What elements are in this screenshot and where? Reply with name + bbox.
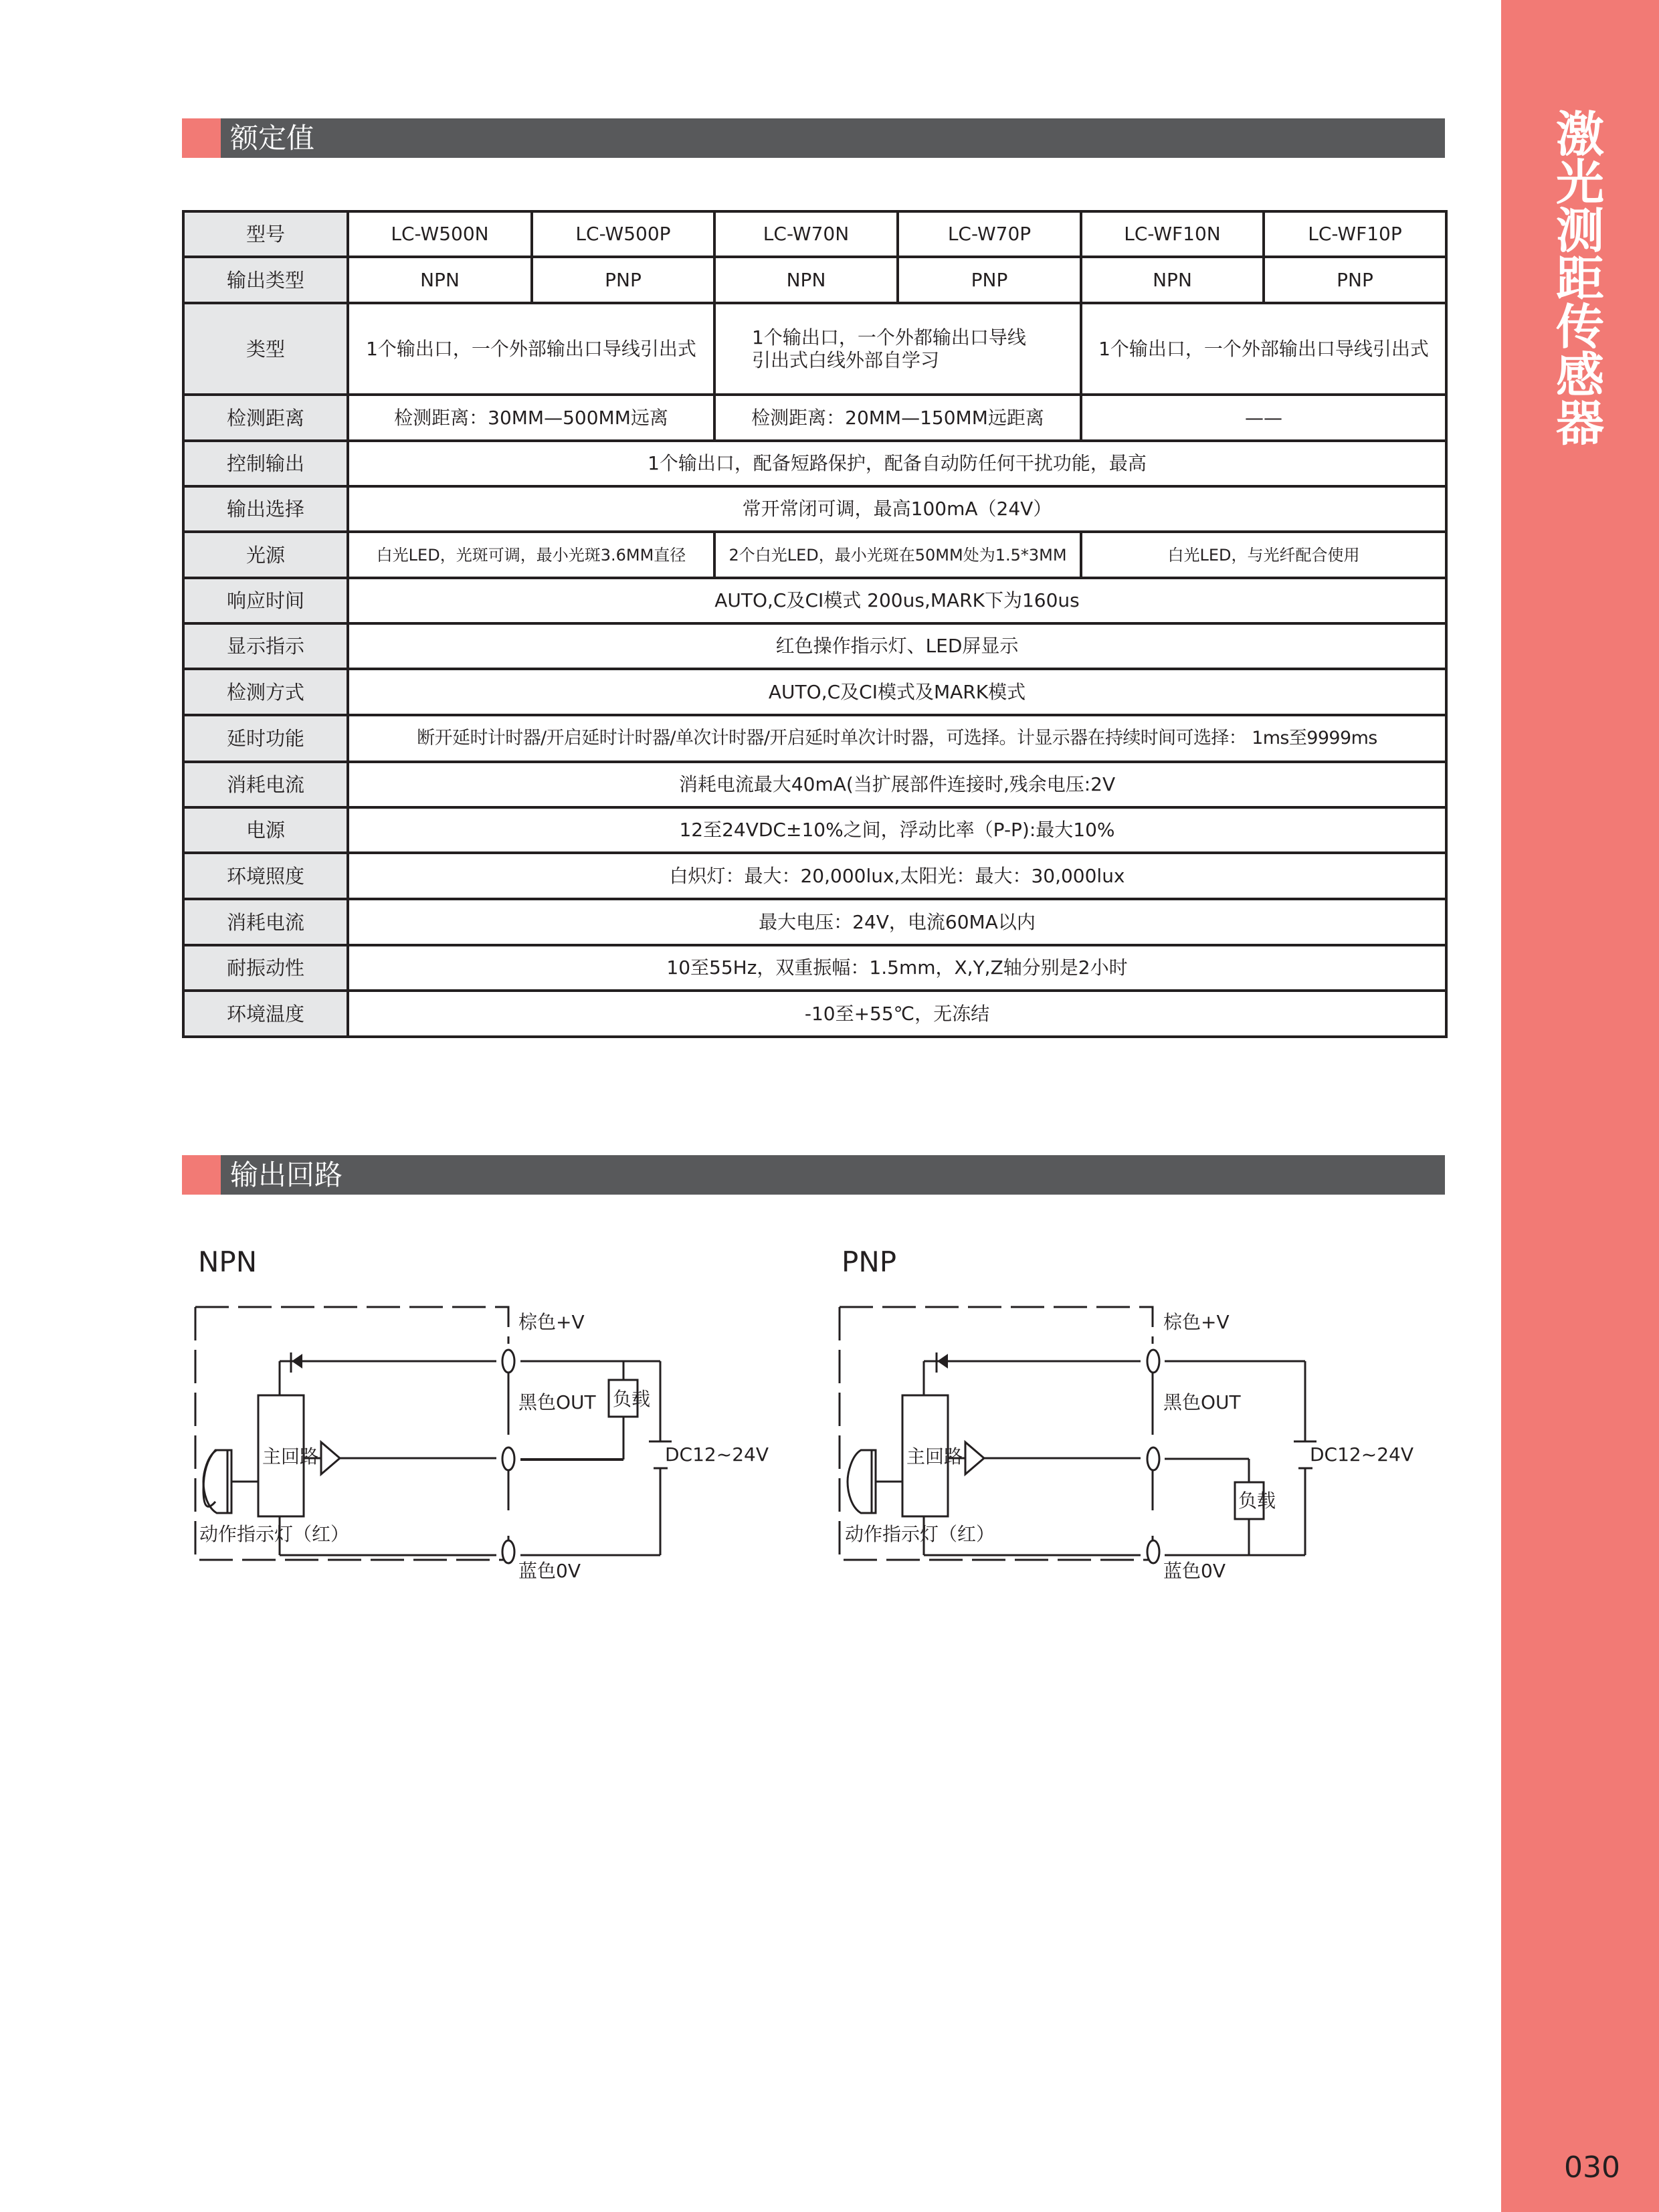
value-cell: 常开常闭可调，最高100mA（24V） — [348, 486, 1446, 532]
label-load: 负载 — [613, 1388, 651, 1410]
value-cell: 最大电压：24V，电流60MA以内 — [348, 899, 1446, 945]
row-label: 消耗电流 — [183, 762, 348, 807]
row-label: 消耗电流 — [183, 899, 348, 945]
section-title: 额定值 — [230, 122, 315, 155]
type-cell: 1个输出口，一个外都输出口导线 引出式白线外部自学习 — [714, 303, 1081, 395]
value-cell: AUTO,C及CI模式 200us,MARK下为160us — [348, 578, 1446, 623]
npn-title: NPN — [198, 1245, 258, 1278]
sidebar-band — [1501, 0, 1659, 2212]
pnp-circuit-diagram — [832, 1298, 1474, 1582]
label-blue: 蓝色0V — [518, 1560, 581, 1582]
distance-cell: 检测距离：20MM—150MM远距离 — [714, 395, 1081, 441]
terminal-brown-icon — [502, 1350, 514, 1373]
row-label: 延时功能 — [183, 715, 348, 762]
row-label: 检测距离 — [183, 395, 348, 441]
sidebar-title-char: 距 — [1555, 251, 1604, 307]
amplifier-icon — [321, 1442, 340, 1474]
row-label: 耐振动性 — [183, 945, 348, 991]
row-label: 电源 — [183, 807, 348, 853]
enclosure-top — [195, 1307, 508, 1344]
indicator-lamp-icon — [848, 1450, 872, 1513]
diode-icon — [937, 1354, 948, 1369]
label-indicator: 动作指示灯（红） — [845, 1523, 995, 1545]
table-row-light-source — [183, 532, 1446, 578]
value-cell: 断开延时计时器/开启延时计时器/单次计时器/开启延时单次计时器，可选择。计显示器在持续时间可选择： 1ms至9999ms — [348, 715, 1446, 762]
terminal-black-icon — [1147, 1447, 1159, 1470]
label-brown: 棕色+V — [518, 1311, 585, 1333]
label-black: 黑色OUT — [1163, 1391, 1241, 1413]
indicator-lamp-icon — [203, 1450, 227, 1513]
table-row-illumination — [183, 853, 1446, 899]
sidebar-title — [1501, 106, 1659, 451]
table-row-output-type — [183, 257, 1446, 303]
output-type-cell: PNP — [532, 257, 714, 303]
diode-icon — [292, 1354, 302, 1369]
model-cell: LC-W70P — [898, 211, 1081, 257]
table-row-vibration — [183, 945, 1446, 991]
sidebar-title-char: 器 — [1555, 395, 1604, 451]
table-row-current-2 — [183, 899, 1446, 945]
npn-circuit-diagram — [187, 1298, 830, 1582]
output-type-cell: PNP — [1264, 257, 1446, 303]
sidebar-title-char: 光 — [1555, 155, 1604, 211]
label-supply: DC12~24V — [665, 1443, 769, 1466]
table-row-display — [183, 623, 1446, 669]
terminal-blue-icon — [502, 1540, 514, 1563]
row-label: 型号 — [183, 211, 348, 257]
model-cell: LC-W70N — [714, 211, 898, 257]
label-brown: 棕色+V — [1163, 1311, 1230, 1333]
output-type-cell: PNP — [898, 257, 1081, 303]
sidebar-title-char: 传 — [1555, 299, 1604, 355]
table-row-control-output — [183, 441, 1446, 486]
section-header-circuit — [182, 1155, 1445, 1195]
amplifier-icon — [965, 1442, 984, 1474]
spec-table — [182, 210, 1448, 1038]
output-type-cell: NPN — [714, 257, 898, 303]
value-cell: 红色操作指示灯、LED屏显示 — [348, 623, 1446, 669]
table-row-temperature — [183, 991, 1446, 1037]
table-row-type — [183, 303, 1446, 395]
output-type-cell: NPN — [1081, 257, 1264, 303]
row-label: 环境照度 — [183, 853, 348, 899]
table-row-distance — [183, 395, 1446, 441]
terminal-brown-icon — [1147, 1350, 1159, 1373]
value-cell: 1个输出口，配备短路保护，配备自动防任何干扰功能，最高 — [348, 441, 1446, 486]
distance-cell: 检测距离：30MM—500MM远离 — [348, 395, 714, 441]
model-cell: LC-WF10N — [1081, 211, 1264, 257]
section-header-rated — [182, 118, 1445, 158]
terminal-blue-icon — [1147, 1540, 1159, 1563]
row-label: 检测方式 — [183, 669, 348, 715]
label-load: 负载 — [1238, 1490, 1276, 1512]
section-title: 输出回路 — [230, 1159, 343, 1191]
row-label: 类型 — [183, 303, 348, 395]
table-row-response — [183, 578, 1446, 623]
value-cell: AUTO,C及CI模式及MARK模式 — [348, 669, 1446, 715]
light-source-cell: 白光LED，光斑可调，最小光斑3.6MM直径 — [348, 532, 714, 578]
label-supply: DC12~24V — [1310, 1443, 1413, 1466]
table-row-output-select — [183, 486, 1446, 532]
model-cell: LC-W500P — [532, 211, 714, 257]
distance-cell: —— — [1081, 395, 1446, 441]
label-main: 主回路 — [906, 1445, 963, 1468]
sidebar-title-char: 测 — [1555, 203, 1604, 259]
type-cell: 1个输出口，一个外部输出口导线引出式 — [1081, 303, 1446, 395]
row-label: 显示指示 — [183, 623, 348, 669]
table-row-detect-mode — [183, 669, 1446, 715]
row-label: 响应时间 — [183, 578, 348, 623]
table-row-model — [183, 211, 1446, 257]
label-indicator: 动作指示灯（红） — [199, 1523, 350, 1545]
label-black: 黑色OUT — [518, 1391, 596, 1413]
section-accent — [182, 1155, 221, 1195]
light-source-cell: 白光LED，与光纤配合使用 — [1081, 532, 1446, 578]
table-row-current — [183, 762, 1446, 807]
label-blue: 蓝色0V — [1163, 1560, 1226, 1582]
value-cell: 白炽灯：最大：20,000lux,太阳光：最大：30,000lux — [348, 853, 1446, 899]
row-label: 环境温度 — [183, 991, 348, 1037]
output-type-cell: NPN — [348, 257, 532, 303]
section-accent — [182, 118, 221, 158]
row-label: 输出选择 — [183, 486, 348, 532]
value-cell: 12至24VDC±10%之间，浮动比率（P-P):最大10% — [348, 807, 1446, 853]
page-number: 030 — [1564, 2150, 1620, 2185]
sidebar-title-char: 激 — [1555, 106, 1604, 163]
value-cell: 10至55Hz，双重振幅：1.5mm，X,Y,Z轴分别是2小时 — [348, 945, 1446, 991]
label-main: 主回路 — [262, 1445, 319, 1468]
pnp-title: PNP — [842, 1245, 897, 1278]
model-cell: LC-WF10P — [1264, 211, 1446, 257]
row-label: 控制输出 — [183, 441, 348, 486]
terminal-black-icon — [502, 1447, 514, 1470]
sidebar-title-char: 感 — [1555, 347, 1604, 403]
enclosure-left-bottom — [195, 1307, 508, 1560]
table-row-delay — [183, 715, 1446, 762]
model-cell: LC-W500N — [348, 211, 532, 257]
row-label: 输出类型 — [183, 257, 348, 303]
type-cell: 1个输出口，一个外部输出口导线引出式 — [348, 303, 714, 395]
light-source-cell: 2个白光LED，最小光斑在50MM处为1.5*3MM — [714, 532, 1081, 578]
table-row-power — [183, 807, 1446, 853]
row-label: 光源 — [183, 532, 348, 578]
value-cell: 消耗电流最大40mA(当扩展部件连接时,残余电压:2V — [348, 762, 1446, 807]
value-cell: -10至+55℃，无冻结 — [348, 991, 1446, 1037]
